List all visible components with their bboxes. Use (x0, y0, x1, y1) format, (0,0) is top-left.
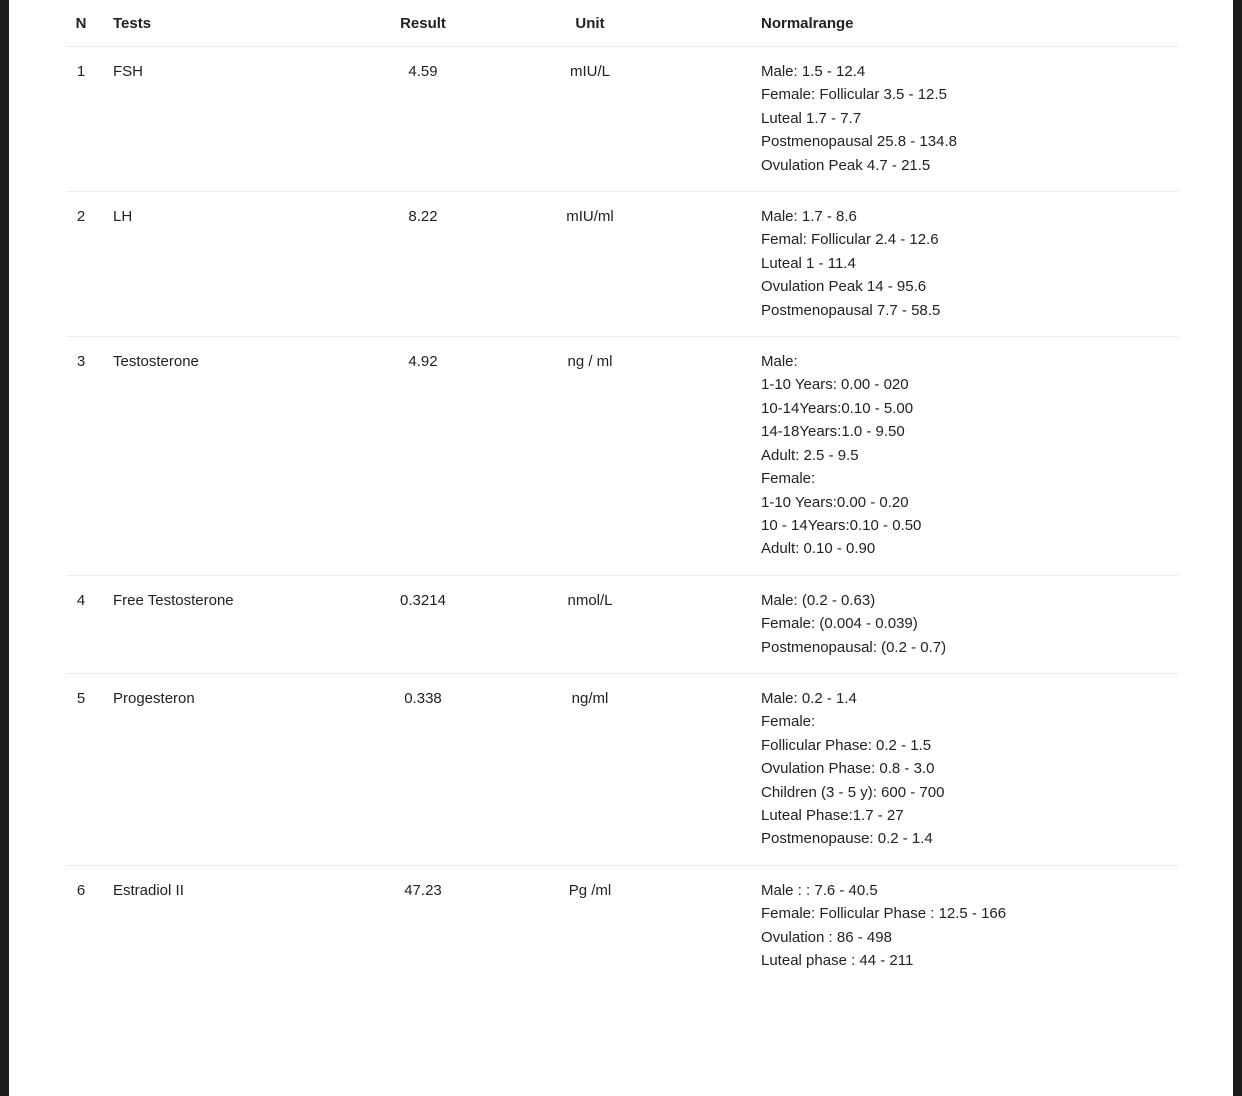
range-line: 10 - 14Years:0.10 - 0.50 (761, 516, 922, 534)
test-unit: ng/ml (485, 673, 695, 865)
range-line: Female: Follicular 3.5 - 12.5 (761, 86, 947, 104)
test-result: 47.23 (404, 881, 442, 899)
normal-range (695, 337, 1178, 576)
range-line: 10-14Years:0.10 - 5.00 (761, 399, 914, 417)
header-result: Result (361, 0, 485, 47)
range-line: 14-18Years:1.0 - 9.50 (761, 423, 905, 441)
normal-range (695, 192, 1178, 337)
range-line: Luteal 1.7 - 7.7 (761, 109, 862, 127)
row-number: 2 (66, 192, 96, 337)
range-line: Female: (0.004 - 0.039) (761, 615, 918, 633)
range-line: Ovulation Peak 14 - 95.6 (761, 278, 927, 296)
range-line: Ovulation Phase: 0.8 - 3.0 (761, 760, 935, 778)
table-header-row (66, 0, 1178, 47)
range-line: Children (3 - 5 y): 600 - 700 (761, 783, 945, 801)
row-number: 3 (66, 337, 96, 576)
range-line: Luteal phase : 44 - 211 (761, 952, 914, 969)
range-line: Postmenopause: 0.2 - 1.4 (761, 830, 933, 848)
table-row (66, 865, 1178, 986)
range-line: Luteal Phase:1.7 - 27 (761, 806, 904, 824)
range-line: Male : : 7.6 - 40.5 (761, 881, 878, 899)
table-row (66, 575, 1178, 673)
range-line: Ovulation Peak 4.7 - 21.5 (761, 156, 931, 174)
test-unit: nmol/L (485, 575, 695, 673)
header-tests: Tests (96, 0, 361, 47)
test-result: 4.92 (361, 337, 485, 576)
test-name: Free Testosterone (96, 575, 361, 673)
row-number: 6 (76, 881, 86, 899)
row-number: 1 (66, 47, 96, 192)
range-line: Female: (761, 470, 816, 488)
range-line: Adult: 2.5 - 9.5 (761, 446, 859, 464)
range-line: 1-10 Years: 0.00 - 020 (761, 376, 909, 394)
test-result: 4.59 (361, 47, 485, 192)
test-result: 0.338 (361, 673, 485, 865)
test-result: 8.22 (361, 192, 485, 337)
range-line: Male: 1.5 - 12.4 (761, 63, 866, 80)
range-line: Male: (761, 353, 798, 371)
test-name: LH (96, 192, 361, 337)
range-line: 1-10 Years:0.00 - 0.20 (761, 493, 909, 511)
table-row (66, 192, 1178, 337)
range-line: Femal: Follicular 2.4 - 12.6 (761, 231, 939, 249)
range-line: Male: 1.7 - 8.6 (761, 208, 857, 226)
table-row (66, 673, 1178, 865)
test-name: Testosterone (96, 337, 361, 576)
lab-results-table (66, 0, 1178, 986)
normal-range (695, 865, 1178, 986)
table-row (66, 47, 1178, 192)
table-body (66, 47, 1178, 987)
table-row (66, 337, 1178, 576)
range-line: Male: (0.2 - 0.63) (761, 591, 876, 609)
normal-range (695, 673, 1178, 865)
test-unit: Pg /ml (568, 881, 612, 899)
row-number: 5 (66, 673, 96, 865)
test-name: Estradiol II (113, 881, 184, 899)
normal-range (695, 47, 1178, 192)
test-result: 0.3214 (361, 575, 485, 673)
normal-range (695, 575, 1178, 673)
test-unit: mIU/ml (485, 192, 695, 337)
range-line: Female: Follicular Phase : 12.5 - 166 (761, 905, 1007, 923)
header-normal-range: Normalrange (695, 0, 1178, 47)
range-line: Ovulation : 86 - 498 (761, 928, 892, 946)
range-line: Follicular Phase: 0.2 - 1.5 (761, 736, 932, 754)
test-unit: mIU/L (485, 47, 695, 192)
row-number: 4 (66, 575, 96, 673)
test-unit: ng / ml (485, 337, 695, 576)
range-line: Male: 0.2 - 1.4 (761, 689, 857, 707)
range-line: Female: (761, 713, 816, 731)
test-name: Progesteron (96, 673, 361, 865)
range-line: Luteal 1 - 11.4 (761, 254, 856, 272)
header-unit: Unit (485, 0, 695, 47)
report-page (9, 0, 1233, 1096)
range-line: Postmenopausal: (0.2 - 0.7) (761, 638, 947, 656)
header-n: N (66, 0, 96, 47)
range-line: Postmenopausal 7.7 - 58.5 (761, 301, 941, 319)
range-line: Adult: 0.10 - 0.90 (761, 540, 876, 558)
test-name: FSH (96, 47, 361, 192)
range-line: Postmenopausal 25.8 - 134.8 (761, 133, 957, 151)
